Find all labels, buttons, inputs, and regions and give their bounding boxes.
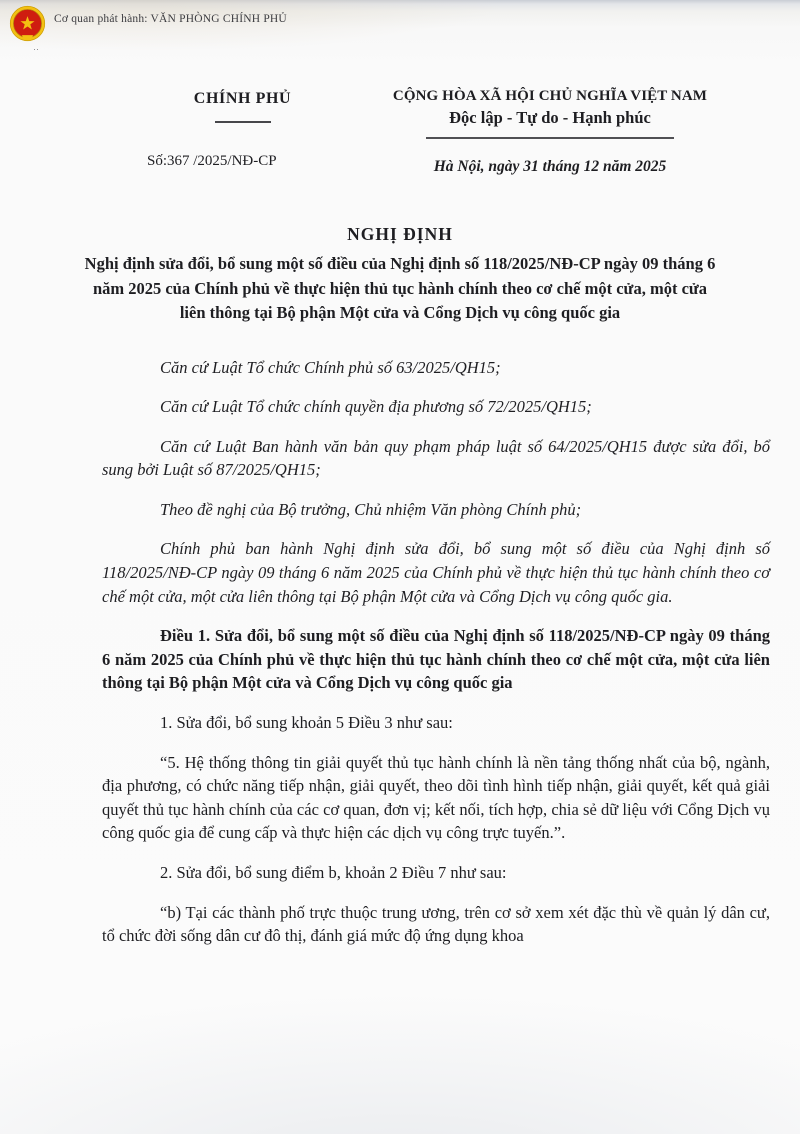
- clause-1-intro: 1. Sửa đổi, bổ sung khoản 5 Điều 3 như sau:: [160, 713, 453, 733]
- national-header-block: [360, 88, 740, 176]
- preamble-paragraph-4: Theo đề nghị của Bộ trưởng, Chủ nhiệm Văn phòng Chính phủ;: [160, 499, 582, 519]
- issuing-agency-label: Cơ quan phát hành: VĂN PHÒNG CHÍNH PHỦ: [54, 13, 287, 25]
- preamble-paragraph-1: Căn cứ Luật Tổ chức Chính phủ số 63/2025/QH15;: [160, 357, 501, 377]
- preamble-paragraph-2: Căn cứ Luật Tổ chức chính quyền địa phương số 72/2025/QH15;: [160, 397, 592, 417]
- vietnam-emblem-icon: [9, 5, 46, 42]
- national-title: CỘNG HÒA XÃ HỘI CHỦ NGHĨA VIỆT NAM: [392, 88, 708, 104]
- national-motto: Độc lập - Tự do - Hạnh phúc: [449, 108, 651, 127]
- issuer-name: CHÍNH PHỦ: [193, 90, 292, 107]
- issuer-block: [140, 90, 345, 170]
- place-and-date: Hà Nội, ngày 31 tháng 12 năm 2025: [433, 157, 667, 175]
- decree-text-block: [0, 326, 800, 948]
- enacting-clause: Chính phủ ban hành Nghị định sửa đổi, bổ sung một số điều của Nghị định số 118/2025/NĐ-CP ngày 09 tháng 6 năm 2025 của Chính phủ về thực hiện thủ tục hành chính theo cơ chế một cửa, một cửa liên thông tại Bộ phận Một cửa và Cổng Dịch vụ công quốc gia.: [102, 539, 770, 606]
- decree-subtitle: Nghị định sửa đổi, bổ sung một số điều của Nghị định số 118/2025/NĐ-CP ngày 09 tháng 6 năm 2025 của Chính phủ về thực hiện thủ tục hành chính theo cơ chế một cửa, một cửa liên thông tại Bộ phận Một cửa và Cổng Dịch vụ công quốc gia: [84, 254, 716, 322]
- preamble-paragraph-3: Căn cứ Luật Ban hành văn bản quy phạm pháp luật số 64/2025/QH15 được sửa đổi, bổ sung bởi Luật số 87/2025/QH15;: [102, 436, 770, 480]
- article-1-heading: Điều 1. Sửa đổi, bổ sung một số điều của Nghị định số 118/2025/NĐ-CP ngày 09 tháng 6 năm 2025 của Chính phủ về thực hiện thủ tục hành chính theo cơ chế một cửa, một cửa liên thông tại Bộ phận Một cửa và Cổng Dịch vụ công quốc gia: [102, 626, 770, 693]
- scan-header-bar: [0, 0, 800, 52]
- motto-underline: [426, 137, 674, 139]
- issuer-underline: [215, 121, 271, 123]
- decree-title: NGHỊ ĐỊNH: [347, 224, 453, 244]
- clause-2-intro: 2. Sửa đổi, bổ sung điểm b, khoản 2 Điều 7 như sau:: [160, 863, 507, 882]
- scan-artifact-mark: ‥: [33, 42, 40, 52]
- clause-2-quoted-text: “b) Tại các thành phố trực thuộc trung ương, trên cơ sở xem xét đặc thù về quản lý dân cư, tổ chức đời sống dân cư đô thị, đánh giá mức độ ứng dụng khoa: [102, 902, 770, 946]
- decree-body: [0, 224, 800, 964]
- clause-1-quoted-text: “5. Hệ thống thông tin giải quyết thủ tục hành chính là nền tảng thống nhất của bộ, ngành, địa phương, có chức năng tiếp nhận, giải quyết, theo dõi tình hình tiếp nhận, giải quyết, kết quả giải quyết thủ tục hành chính của các cơ quan, đơn vị; kết nối, tích hợp, chia sẻ dữ liệu với Cổng Dịch vụ công quốc gia để cung cấp và thực hiện các dịch vụ công trực tuyến.”.: [102, 752, 770, 843]
- document-number: Số:367 /2025/NĐ-CP: [147, 153, 277, 169]
